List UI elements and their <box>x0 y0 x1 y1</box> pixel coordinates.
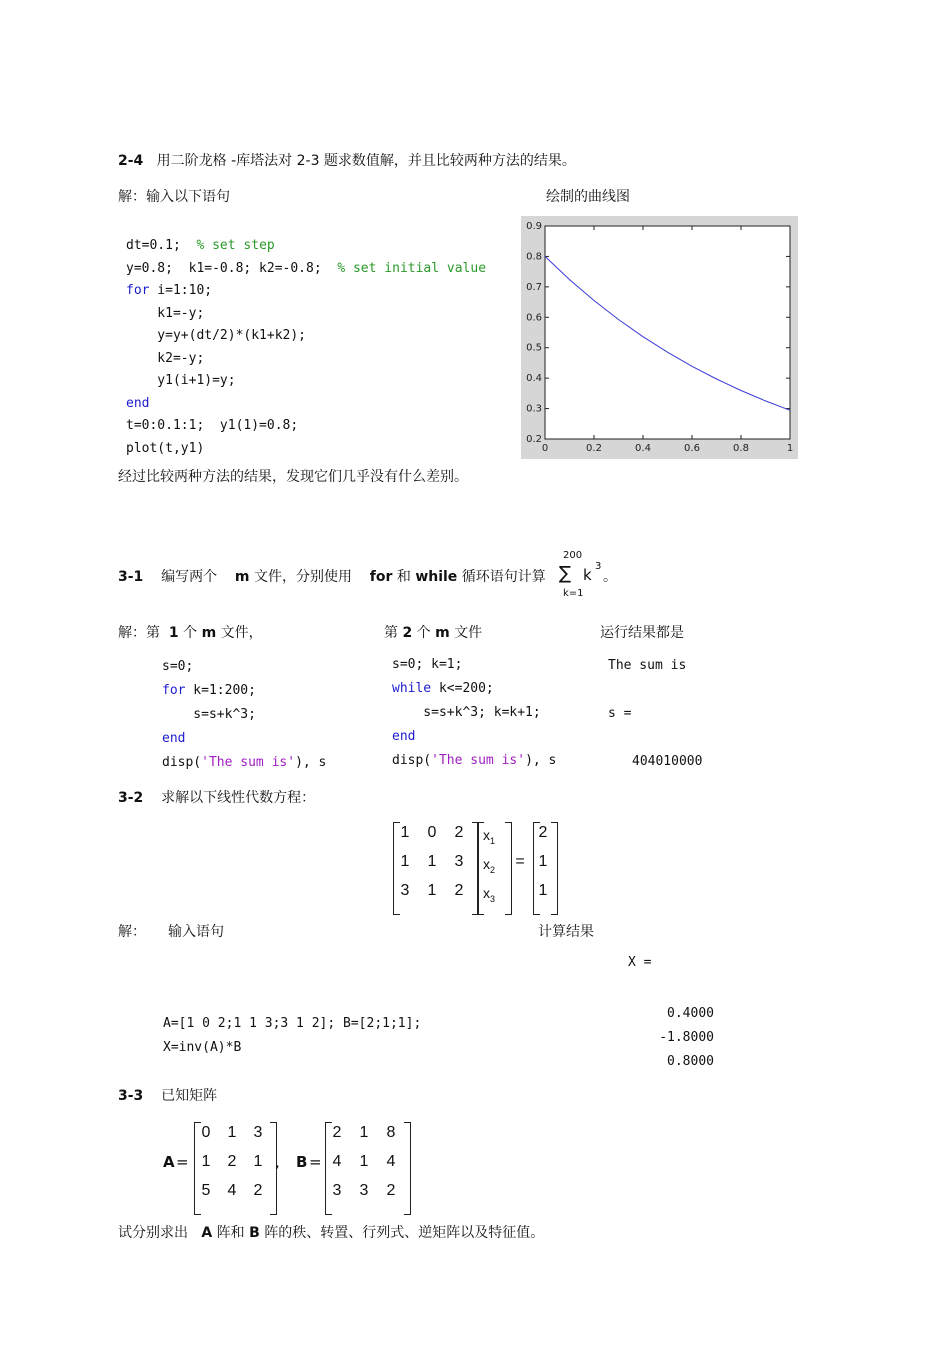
code-line <box>126 303 486 326</box>
code-keyword: end <box>126 395 150 411</box>
code-text: disp( <box>392 753 432 768</box>
result-label: 运行结果都是 <box>600 625 684 641</box>
code-line <box>392 677 556 701</box>
code-text: ), s <box>295 755 327 770</box>
for-keyword: for <box>369 569 393 585</box>
code-keyword: for <box>162 683 186 698</box>
output-value: 0.4000 <box>667 1006 714 1021</box>
code-keyword: end <box>392 729 416 744</box>
code-comment: % set initial value <box>337 260 487 276</box>
plot-caption: 绘制的曲线图 <box>546 189 630 205</box>
question-text <box>118 1222 544 1242</box>
code-text: dt=0.1; <box>126 238 197 253</box>
code-text: k=1:200; <box>185 683 256 698</box>
code-text: k2=-y; <box>126 350 205 366</box>
code-keyword: for <box>126 283 150 298</box>
output-values <box>630 1002 714 1074</box>
matrix-cell: 2 <box>386 1182 396 1199</box>
y-tick-label: 0.5 <box>526 342 542 354</box>
problem-3-2-heading <box>118 787 315 807</box>
matrix-a-label: A <box>163 1153 175 1171</box>
m-keyword: m <box>201 625 217 641</box>
x-tick-label: 0.6 <box>684 443 700 454</box>
code-block-3-2 <box>163 1012 421 1060</box>
matrix-cell: 1 <box>427 853 437 870</box>
code-line <box>126 280 486 303</box>
matrix-cell: 1 <box>201 1153 211 1170</box>
result-label: 计算结果 <box>538 924 594 940</box>
text-part: 编写两个 <box>161 569 218 585</box>
right-bracket <box>404 1122 411 1215</box>
file-number-2: 2 <box>402 625 413 641</box>
code-text: plot(t,y1) <box>126 440 205 456</box>
code-line <box>126 415 486 438</box>
code-text: k1=-y; <box>126 305 205 321</box>
text-part: 阵的秩、转置、行列式、逆矩阵以及特征值。 <box>264 1225 545 1241</box>
matrix-cell: 2 <box>332 1124 342 1141</box>
matrix-cell: 1 <box>400 853 410 870</box>
problem-number: 2-4 <box>118 153 144 169</box>
problem-3-3-heading <box>118 1085 217 1105</box>
code-line <box>126 258 486 281</box>
code-line <box>162 751 326 775</box>
variable: x <box>482 827 490 843</box>
code-line <box>392 749 556 773</box>
sum-exponent: 3 <box>595 561 602 572</box>
y-tick-label: 0.3 <box>526 403 542 415</box>
problem-number: 3-3 <box>118 1088 144 1104</box>
text-part: 第 <box>384 625 398 641</box>
sum-lower-limit: k=1 <box>563 588 584 599</box>
vector-b-cell: 1 <box>538 853 548 870</box>
code-text: y=y+(dt/2)*(k1+k2); <box>126 328 307 343</box>
code-text: s=s+k^3; k=k+1; <box>392 705 541 720</box>
code-line <box>126 325 486 348</box>
sum-upper-limit: 200 <box>563 550 583 561</box>
matrix-cell: 4 <box>332 1153 342 1170</box>
code-line <box>392 701 556 725</box>
file-number-1: 1 <box>168 625 179 641</box>
output-label: X = <box>628 955 652 970</box>
y-tick-label: 0.4 <box>526 373 542 385</box>
code-text: ), s <box>525 753 557 768</box>
matrix-cell: 1 <box>427 882 437 899</box>
vector-x-cell <box>479 827 499 846</box>
right-bracket <box>551 822 558 915</box>
problem-text: 已知矩阵 <box>161 1088 218 1104</box>
subscript: 1 <box>489 835 495 846</box>
code-text: k<=200; <box>431 681 494 696</box>
code-string: 'The sum is' <box>201 755 296 770</box>
code-text: y1(i+1)=y; <box>126 373 236 388</box>
code-line <box>392 725 556 749</box>
code-block-3-1-for <box>162 655 326 775</box>
input-label: 输入语句 <box>168 924 224 940</box>
code-text: s=0; k=1; <box>392 657 463 672</box>
code-keyword: end <box>162 731 186 746</box>
output-line: The sum is <box>608 658 687 673</box>
file-2-label <box>384 622 482 642</box>
matrix-cell: 3 <box>454 853 464 870</box>
text-part: 循环语句计算 <box>461 569 546 585</box>
text-part: 试分别求出 <box>118 1225 188 1241</box>
while-keyword: while <box>415 569 458 585</box>
x-tick-label: 0.4 <box>635 443 651 454</box>
problem-number: 3-1 <box>118 569 144 585</box>
conclusion-text: 经过比较两种方法的结果，发现它们几乎没有什么差别。 <box>118 469 468 485</box>
solution-line <box>118 622 263 642</box>
text-part: 文件 <box>454 625 483 641</box>
vector-b-cell: 2 <box>538 824 548 841</box>
code-line <box>163 1012 421 1036</box>
matrix-cell: 1 <box>253 1153 263 1170</box>
code-line <box>126 438 486 461</box>
matrix-cell: 2 <box>253 1182 263 1199</box>
m-keyword: m <box>435 625 450 641</box>
code-line <box>392 653 556 677</box>
matrix-cell: 1 <box>227 1124 237 1141</box>
code-text: i=1:10; <box>149 283 213 298</box>
code-line <box>162 679 326 703</box>
code-text: s=s+k^3; <box>162 707 256 722</box>
output-value: -1.8000 <box>659 1030 714 1045</box>
code-comment: % set step <box>196 238 275 253</box>
matrix-cell: 5 <box>201 1182 211 1199</box>
code-line <box>162 727 326 751</box>
code-line <box>126 393 486 416</box>
matrix-cell: 8 <box>386 1124 396 1141</box>
linear-equation <box>393 822 563 902</box>
matrix-cell: 3 <box>332 1182 342 1199</box>
matrix-a-ref: A <box>201 1225 213 1241</box>
matrix-cell: 1 <box>359 1124 369 1141</box>
code-line <box>126 348 486 371</box>
comma: , <box>275 1153 280 1171</box>
code-text: disp( <box>162 755 202 770</box>
problem-text: 求解以下线性代数方程： <box>161 790 316 806</box>
x-tick-label: 0 <box>541 443 549 454</box>
code-text: X=inv(A)*B <box>163 1040 242 1055</box>
problem-2-4-heading <box>118 150 576 170</box>
code-line <box>126 370 486 393</box>
matrix-cell: 4 <box>386 1153 396 1170</box>
matrix-cell: 3 <box>253 1124 263 1141</box>
code-text: s=0; <box>162 659 194 674</box>
subscript: 2 <box>489 864 495 875</box>
sum-period: 。 <box>603 569 617 585</box>
code-line <box>163 1036 421 1060</box>
code-text: y=0.8; k1=-0.8; k2=-0.8; <box>126 260 338 276</box>
y-tick-label: 0.8 <box>526 251 542 263</box>
text-part: 个 <box>183 625 198 641</box>
matrix-cell: 2 <box>227 1153 237 1170</box>
equals-sign: = <box>176 1153 189 1171</box>
equals-sign: = <box>515 853 525 870</box>
output-line: s = <box>608 706 632 721</box>
matrix-cell: 3 <box>400 882 410 899</box>
variable: x <box>482 856 490 872</box>
text-part: 个 <box>416 625 431 641</box>
text-part: 文件，分别使用 <box>253 569 352 585</box>
text-part: 阵和 <box>216 1225 245 1241</box>
x-tick-label: 0.2 <box>586 443 602 454</box>
solution-label: 解： <box>118 924 146 940</box>
code-block-2-4 <box>126 235 486 460</box>
matrix-cell: 2 <box>454 824 464 841</box>
code-string: 'The sum is' <box>431 753 526 768</box>
matrix-b <box>325 1122 407 1202</box>
code-line <box>162 703 326 727</box>
y-tick-label: 0.9 <box>526 221 542 232</box>
matrix-b-label: B <box>296 1153 308 1171</box>
output-value: 0.8000 <box>667 1054 714 1069</box>
vector-b-cell: 1 <box>538 882 548 899</box>
x-tick-label: 1 <box>786 443 794 454</box>
matrix-cell: 2 <box>454 882 464 899</box>
text-part: 解：第 <box>118 625 160 641</box>
text-part: 文件， <box>220 625 263 641</box>
matrix-cell: 0 <box>201 1124 211 1141</box>
solution-label: 解：输入以下语句 <box>118 189 230 205</box>
code-line <box>126 235 486 258</box>
x-tick-label: 0.8 <box>733 443 749 454</box>
code-text: A=[1 0 2;1 1 3;3 1 2]; B=[2;1;1]; <box>163 1016 422 1031</box>
y-tick-label: 0.6 <box>526 312 542 324</box>
problem-number: 3-2 <box>118 790 144 806</box>
text-part: 和 <box>396 569 411 585</box>
subscript: 3 <box>489 893 495 904</box>
equals-sign: = <box>309 1153 322 1171</box>
sum-symbol: ∑ <box>559 563 572 584</box>
matrix-cell: 3 <box>359 1182 369 1199</box>
code-text: t=0:0.1:1; y1(1)=0.8; <box>126 418 299 433</box>
m-keyword: m <box>234 569 250 585</box>
problem-text: 用二阶龙格 -库塔法对 2-3 题求数值解，并且比较两种方法的结果。 <box>156 153 576 169</box>
y-tick-label: 0.7 <box>526 281 542 293</box>
matrix-b-ref: B <box>249 1225 260 1241</box>
problem-3-1-heading <box>118 566 546 586</box>
variable: x <box>482 885 490 901</box>
matrix-cell: 4 <box>227 1182 237 1199</box>
matrix-cell: 0 <box>427 824 437 841</box>
matrix-cell: 1 <box>359 1153 369 1170</box>
code-block-3-1-while <box>392 653 556 773</box>
matrix-a <box>194 1122 274 1202</box>
y-tick-label: 0.2 <box>526 434 542 445</box>
sum-term: k <box>583 566 592 584</box>
output-value: 404010000 <box>632 754 703 769</box>
curve-plot <box>521 216 798 459</box>
plot-axes-box <box>545 226 790 439</box>
vector-x-cell <box>479 856 499 875</box>
code-line <box>162 655 326 679</box>
matrix-cell: 1 <box>400 824 410 841</box>
code-keyword: while <box>392 681 432 696</box>
vector-x-cell <box>479 885 499 904</box>
